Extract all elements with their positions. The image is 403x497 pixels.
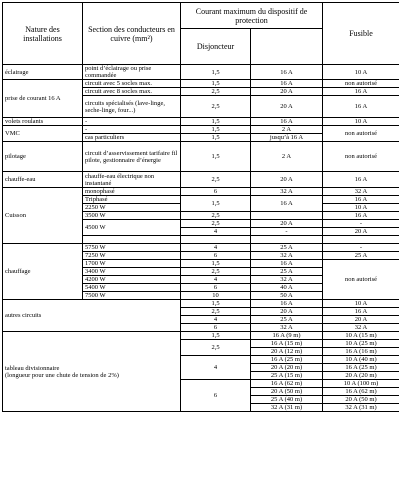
section-cell: 2,5 <box>181 212 251 220</box>
fusible-cell: 20 A (50 m) <box>323 396 399 404</box>
fusible-cell: 32 A (31 m) <box>323 404 399 412</box>
disjoncteur-cell: 40 A <box>251 284 323 292</box>
section-cell: 2,5 <box>181 96 251 118</box>
header-disjoncteur: Disjoncteur <box>181 29 251 65</box>
fusible-cell: 10 A (100 m) <box>323 380 399 388</box>
fusible-cell: 10 A (25 m) <box>323 340 399 348</box>
disjoncteur-cell: 20 A (12 m) <box>251 348 323 356</box>
header-section: Section des conducteurs en cuivre (mm²) <box>83 3 181 65</box>
fusible-cell: 25 A <box>323 252 399 260</box>
header-empty <box>251 29 323 65</box>
section-cell: 4 <box>181 228 251 236</box>
fusible-cell: non autorisé <box>323 126 399 142</box>
disjoncteur-cell: 32 A <box>251 276 323 284</box>
section-cell: 6 <box>181 284 251 292</box>
disjoncteur-cell <box>251 212 323 220</box>
fusible-cell: 16 A <box>323 308 399 316</box>
section-cell: 1,5 <box>181 196 251 212</box>
table-row <box>3 300 400 308</box>
detail-cell: cas particuliers <box>83 134 181 142</box>
fusible-cell: 32 A <box>323 188 399 196</box>
detail-cell: 4500 W <box>83 220 181 236</box>
fusible-cell: 20 A <box>323 228 399 236</box>
section-cell: 10 <box>181 292 251 300</box>
fusible-cell: 16 A <box>323 212 399 220</box>
table-row <box>3 332 400 340</box>
disjoncteur-cell: 25 A (40 m) <box>251 396 323 404</box>
section-cell: 6 <box>181 324 251 332</box>
header-nature: Nature des installations <box>3 3 83 65</box>
detail-cell: - <box>83 118 181 126</box>
detail-cell: Triphasé <box>83 196 181 204</box>
table-row <box>3 80 400 88</box>
table-row <box>3 65 400 80</box>
disjoncteur-cell: 20 A <box>251 308 323 316</box>
disjoncteur-cell: 16 A <box>251 65 323 80</box>
fusible-cell: 16 A (16 m) <box>323 348 399 356</box>
fusible-cell: non autorisé <box>323 80 399 88</box>
fusible-cell: 16 A (62 m) <box>323 388 399 396</box>
header-fusible: Fusible <box>323 3 399 65</box>
category-cell: Cuisson <box>3 188 83 244</box>
fusible-cell: non autorisé <box>323 260 399 300</box>
detail-cell: 4200 W <box>83 276 181 284</box>
disjoncteur-cell: 25 A (15 m) <box>251 372 323 380</box>
disjoncteur-cell: 16 A (9 m) <box>251 332 323 340</box>
disjoncteur-cell: 20 A <box>251 220 323 228</box>
detail-cell: circuit avec 5 socles max. <box>83 80 181 88</box>
section-cell: 2,5 <box>181 308 251 316</box>
section-cell: 4 <box>181 244 251 252</box>
section-cell: 1,5 <box>181 134 251 142</box>
section-cell: 2,5 <box>181 88 251 96</box>
section-cell: 6 <box>181 188 251 196</box>
document <box>2 2 399 494</box>
section-cell: 1,5 <box>181 332 251 340</box>
fusible-cell: 10 A <box>323 204 399 212</box>
disjoncteur-cell: 32 A <box>251 324 323 332</box>
detail-cell: 5400 W <box>83 284 181 292</box>
category-cell: chauffe-eau <box>3 172 83 188</box>
category-cell: autres circuits <box>3 300 181 332</box>
disjoncteur-cell: 20 A (50 m) <box>251 388 323 396</box>
disjoncteur-cell: 20 A (20 m) <box>251 364 323 372</box>
fusible-cell: 16 A (25 m) <box>323 364 399 372</box>
detail-cell: 2250 W <box>83 204 181 212</box>
disjoncteur-cell: 25 A <box>251 316 323 324</box>
table-row <box>3 142 400 172</box>
disjoncteur-cell: jusqu’à 16 A <box>251 134 323 142</box>
fusible-cell: 10 A (40 m) <box>323 356 399 364</box>
fusible-cell: 16 A <box>323 96 399 118</box>
section-cell: 2,5 <box>181 220 251 228</box>
disjoncteur-cell: 20 A <box>251 96 323 118</box>
section-cell: 2,5 <box>181 172 251 188</box>
disjoncteur-cell: 16 A (62 m) <box>251 380 323 388</box>
protection-table <box>2 2 399 412</box>
fusible-cell: - <box>323 244 399 252</box>
fusible-cell: 20 A (20 m) <box>323 372 399 380</box>
disjoncteur-cell: 16 A <box>251 118 323 126</box>
section-cell: 1,5 <box>181 65 251 80</box>
fusible-cell: non autorisé <box>323 142 399 172</box>
fusible-cell: 32 A <box>323 324 399 332</box>
table-row <box>3 172 400 188</box>
detail-cell: - <box>83 126 181 134</box>
detail-cell: 1700 W <box>83 260 181 268</box>
fusible-cell: 10 A <box>323 65 399 80</box>
section-cell: 4 <box>181 356 251 380</box>
disjoncteur-cell: 16 A (15 m) <box>251 340 323 348</box>
section-cell <box>181 236 251 244</box>
category-cell: éclairage <box>3 65 83 80</box>
section-cell: 4 <box>181 316 251 324</box>
disjoncteur-cell: 16 A <box>251 260 323 268</box>
category-cell: volets roulants <box>3 118 83 126</box>
section-cell: 1,5 <box>181 300 251 308</box>
disjoncteur-cell: 32 A (31 m) <box>251 404 323 412</box>
disjoncteur-cell: 16 A <box>251 80 323 88</box>
detail-cell: 3500 W <box>83 212 181 220</box>
fusible-cell <box>323 236 399 244</box>
fusible-cell: - <box>323 220 399 228</box>
category-note: (longueur pour une chute de tension de 2%) <box>5 371 119 379</box>
section-cell: 4 <box>181 276 251 284</box>
category-cell: pilotage <box>3 142 83 172</box>
category-title: tableau divisionnaire <box>5 364 60 372</box>
detail-cell: circuits spécialisés (lave-linge, seche-linge, four...) <box>83 96 181 118</box>
detail-cell: chauffe-eau électrique non instantané <box>83 172 181 188</box>
table-row <box>3 188 400 196</box>
section-cell: 1,5 <box>181 126 251 134</box>
disjoncteur-cell <box>251 236 323 244</box>
disjoncteur-cell: 16 A <box>251 300 323 308</box>
table-row <box>3 126 400 134</box>
detail-cell: 3400 W <box>83 268 181 276</box>
section-cell: 6 <box>181 380 251 412</box>
disjoncteur-cell: 2 A <box>251 126 323 134</box>
section-cell: 1,5 <box>181 260 251 268</box>
detail-cell: 5750 W <box>83 244 181 252</box>
section-cell: 2,5 <box>181 268 251 276</box>
section-cell: 2,5 <box>181 340 251 356</box>
detail-cell: circuit avec 8 socles max. <box>83 88 181 96</box>
category-cell: chauffage <box>3 244 83 300</box>
section-cell: 1,5 <box>181 142 251 172</box>
detail-cell: 7250 W <box>83 252 181 260</box>
disjoncteur-cell: 32 A <box>251 188 323 196</box>
fusible-cell: 16 A <box>323 196 399 204</box>
fusible-cell: 10 A <box>323 118 399 126</box>
section-cell: 1,5 <box>181 118 251 126</box>
fusible-cell: 20 A <box>323 316 399 324</box>
disjoncteur-cell: 25 A <box>251 244 323 252</box>
disjoncteur-cell: 16 A (25 m) <box>251 356 323 364</box>
detail-cell: point d’éclairage ou prise commandée <box>83 65 181 80</box>
disjoncteur-cell: 16 A <box>251 196 323 212</box>
disjoncteur-cell: 2 A <box>251 142 323 172</box>
detail-cell: 7500 W <box>83 292 181 300</box>
fusible-cell: 16 A <box>323 172 399 188</box>
category-cell: VMC <box>3 126 83 142</box>
header-courant: Courant maximum du dispositif de protection <box>181 3 323 29</box>
disjoncteur-cell: - <box>251 228 323 236</box>
fusible-cell: 16 A <box>323 88 399 96</box>
section-cell: 6 <box>181 252 251 260</box>
detail-cell: monophasé <box>83 188 181 196</box>
category-cell: prise de courant 16 A <box>3 80 83 118</box>
disjoncteur-cell: 32 A <box>251 252 323 260</box>
fusible-cell: 10 A <box>323 300 399 308</box>
disjoncteur-cell: 20 A <box>251 88 323 96</box>
table-row <box>3 244 400 252</box>
section-cell: 1,5 <box>181 80 251 88</box>
category-cell <box>3 332 181 412</box>
disjoncteur-cell: 20 A <box>251 172 323 188</box>
disjoncteur-cell: 25 A <box>251 268 323 276</box>
detail-cell: circuit d’asservissement tarifaire fil pilote, gestionnaire d’énergie <box>83 142 181 172</box>
table-row <box>3 118 400 126</box>
fusible-cell: 10 A (15 m) <box>323 332 399 340</box>
detail-cell <box>83 236 181 244</box>
disjoncteur-cell: 50 A <box>251 292 323 300</box>
